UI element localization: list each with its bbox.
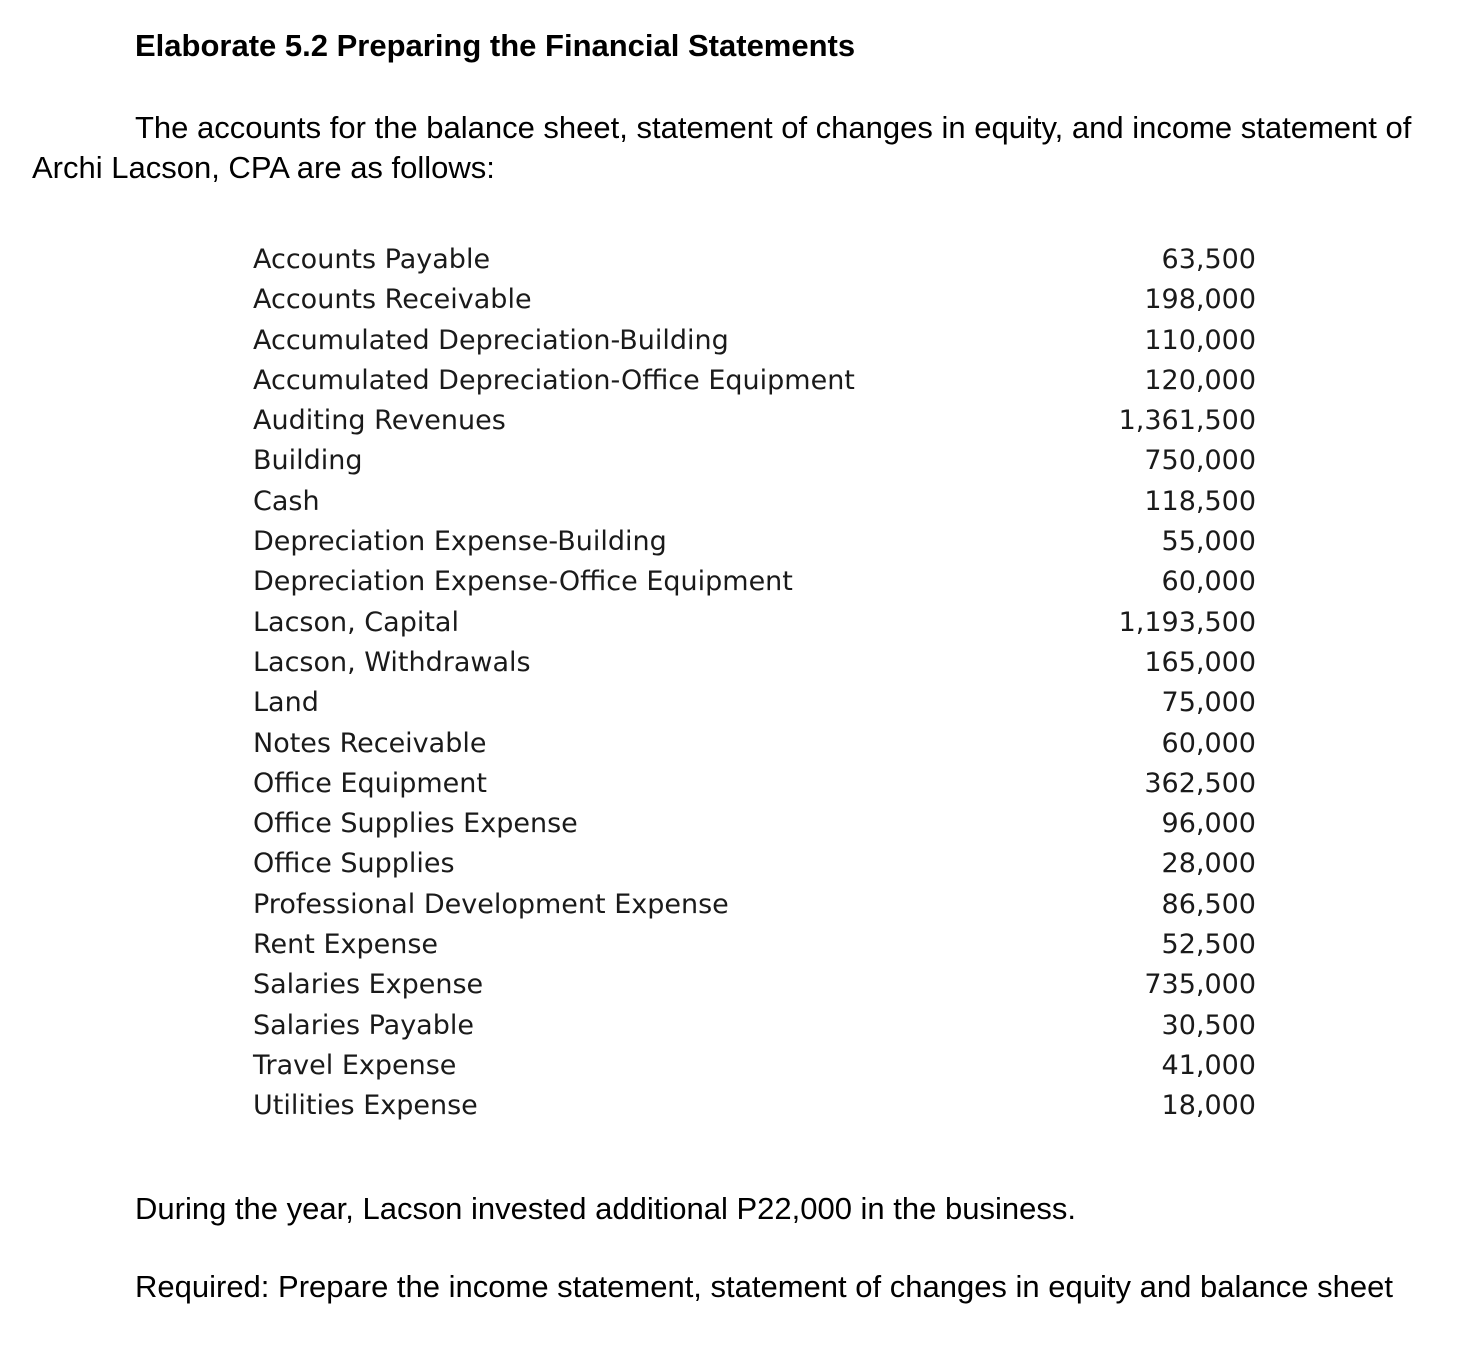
account-amount: 362,500	[1144, 767, 1256, 799]
account-amount: 120,000	[1144, 364, 1256, 396]
account-name: Accounts Payable	[253, 244, 491, 275]
account-amount: 118,500	[1144, 485, 1256, 517]
required-instruction: Required: Prepare the income statement, statement of changes in equity and balance sheet	[135, 1269, 1393, 1304]
account-name: Land	[253, 687, 319, 719]
account-row	[253, 643, 1256, 683]
account-name: Lacson, Capital	[253, 606, 459, 638]
account-row	[253, 522, 1256, 562]
account-row	[253, 482, 1256, 522]
account-row	[253, 321, 1256, 361]
account-amount: 86,500	[1161, 888, 1256, 920]
account-row	[253, 965, 1256, 1005]
account-amount: 41,000	[1161, 1049, 1256, 1081]
account-name: Office Supplies	[253, 848, 455, 880]
account-row	[253, 885, 1256, 925]
account-amount: 75,000	[1161, 687, 1256, 719]
account-row	[253, 925, 1256, 965]
account-name: Utilities Expense	[253, 1090, 478, 1122]
account-name: Cash	[253, 485, 320, 517]
account-name: Professional Development Expense	[253, 888, 729, 920]
account-row	[253, 683, 1256, 723]
account-name: Depreciation Expense-Building	[253, 526, 667, 558]
page-title: Elaborate 5.2 Preparing the Financial Statements	[135, 28, 856, 63]
account-row	[253, 1086, 1256, 1126]
account-name: Notes Receivable	[253, 727, 487, 759]
account-amount: 198,000	[1144, 284, 1256, 316]
account-name: Salaries Expense	[253, 969, 484, 1001]
account-row	[253, 1046, 1256, 1086]
account-row	[253, 401, 1256, 441]
account-name: Accumulated Depreciation-Office Equipment	[253, 364, 855, 396]
account-amount: 18,000	[1161, 1090, 1256, 1122]
account-name: Rent Expense	[253, 929, 439, 961]
account-row	[253, 361, 1256, 401]
account-row	[253, 603, 1256, 643]
account-name: Accumulated Depreciation-Building	[253, 324, 729, 356]
account-row	[253, 280, 1256, 320]
account-name: Auditing Revenues	[253, 405, 506, 437]
account-amount: 60,000	[1161, 566, 1256, 598]
account-row	[253, 441, 1256, 481]
account-row	[253, 240, 1256, 280]
account-amount: 30,500	[1161, 1009, 1256, 1041]
account-amount: 165,000	[1144, 646, 1256, 678]
account-amount: 55,000	[1161, 526, 1256, 558]
account-amount: 1,361,500	[1118, 405, 1256, 437]
intro-paragraph: The accounts for the balance sheet, statement of changes in equity, and income statement of Archi Lacson, CPA are as follows:	[32, 110, 1412, 185]
account-row	[253, 1006, 1256, 1046]
account-name: Depreciation Expense-Office Equipment	[253, 566, 793, 598]
account-row	[253, 804, 1256, 844]
account-row	[253, 724, 1256, 764]
investment-note: During the year, Lacson invested additional P22,000 in the business.	[135, 1191, 1076, 1226]
account-name: Travel Expense	[253, 1049, 457, 1081]
account-row	[253, 764, 1256, 804]
account-name: Accounts Receivable	[253, 284, 532, 316]
account-name: Building	[253, 445, 363, 477]
account-amount: 735,000	[1144, 969, 1256, 1001]
account-name: Office Equipment	[253, 767, 487, 799]
account-amount: 60,000	[1161, 727, 1256, 759]
account-amount: 52,500	[1161, 929, 1256, 961]
account-amount: 63,500	[1161, 244, 1256, 275]
account-amount: 96,000	[1161, 808, 1256, 840]
accounts-list	[253, 240, 1256, 1127]
account-amount: 1,193,500	[1118, 606, 1256, 638]
account-name: Office Supplies Expense	[253, 808, 578, 840]
account-amount: 110,000	[1144, 324, 1256, 356]
account-name: Lacson, Withdrawals	[253, 646, 531, 678]
account-amount: 750,000	[1144, 445, 1256, 477]
account-name: Salaries Payable	[253, 1009, 474, 1041]
account-row	[253, 562, 1256, 602]
account-amount: 28,000	[1161, 848, 1256, 880]
account-row	[253, 844, 1256, 884]
